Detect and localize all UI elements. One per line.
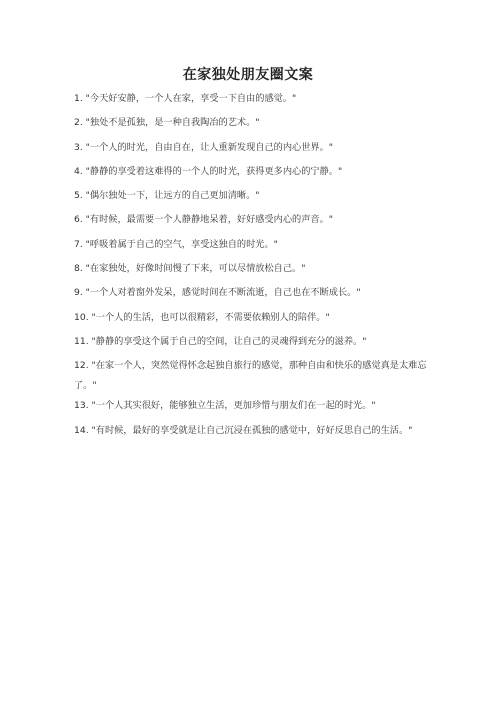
list-item: 7. "呼吸着属于自己的空气，享受这独自的时光。" <box>74 238 278 250</box>
list-item: 10. "一个人的生活，也可以很精彩，不需要依赖别人的陪伴。" <box>74 311 330 323</box>
list-item: 14. "有时候，最好的享受就是让自己沉浸在孤独的感觉中，好好反思自己的生活。" <box>74 424 413 436</box>
list-item: 11. "静静的享受这个属于自己的空间，让自己的灵魂得到充分的滋养。" <box>74 335 367 347</box>
list-item: 6. "有时候，最需要一个人静静地呆着，好好感受内心的声音。" <box>74 214 334 226</box>
list-item: 4. "静静的享受着这难得的一个人的时光，获得更多内心的宁静。" <box>74 165 343 177</box>
list-item: 1. "今天好安静，一个人在家，享受一下自由的感觉。" <box>74 93 297 104</box>
list-item: 8. "在家独处，好像时间慢了下来，可以尽情放松自己。" <box>74 263 306 275</box>
list-item: 3. "一个人的时光，自由自在，让人重新发现自己的内心世界。" <box>74 141 334 153</box>
list-item: 12. "在家一个人，突然觉得怀念起独自旅行的感觉，那种自由和快乐的感觉真是太难忘了。" <box>74 360 427 392</box>
page-title: 在家独处朋友圈文案 <box>182 67 314 83</box>
list-item: 2. "独处不是孤独，是一种自我陶冶的艺术。" <box>74 117 260 129</box>
caption-list <box>74 93 429 453</box>
list-item: 13. "一个人其实很好，能够独立生活，更加珍惜与朋友们在一起的时光。" <box>74 400 376 412</box>
list-item: 9. "一个人对着窗外发呆，感觉时间在不断流逝，自己也在不断成长。" <box>74 287 361 299</box>
list-item: 5. "偶尔独处一下，让远方的自己更加清晰。" <box>74 190 260 202</box>
